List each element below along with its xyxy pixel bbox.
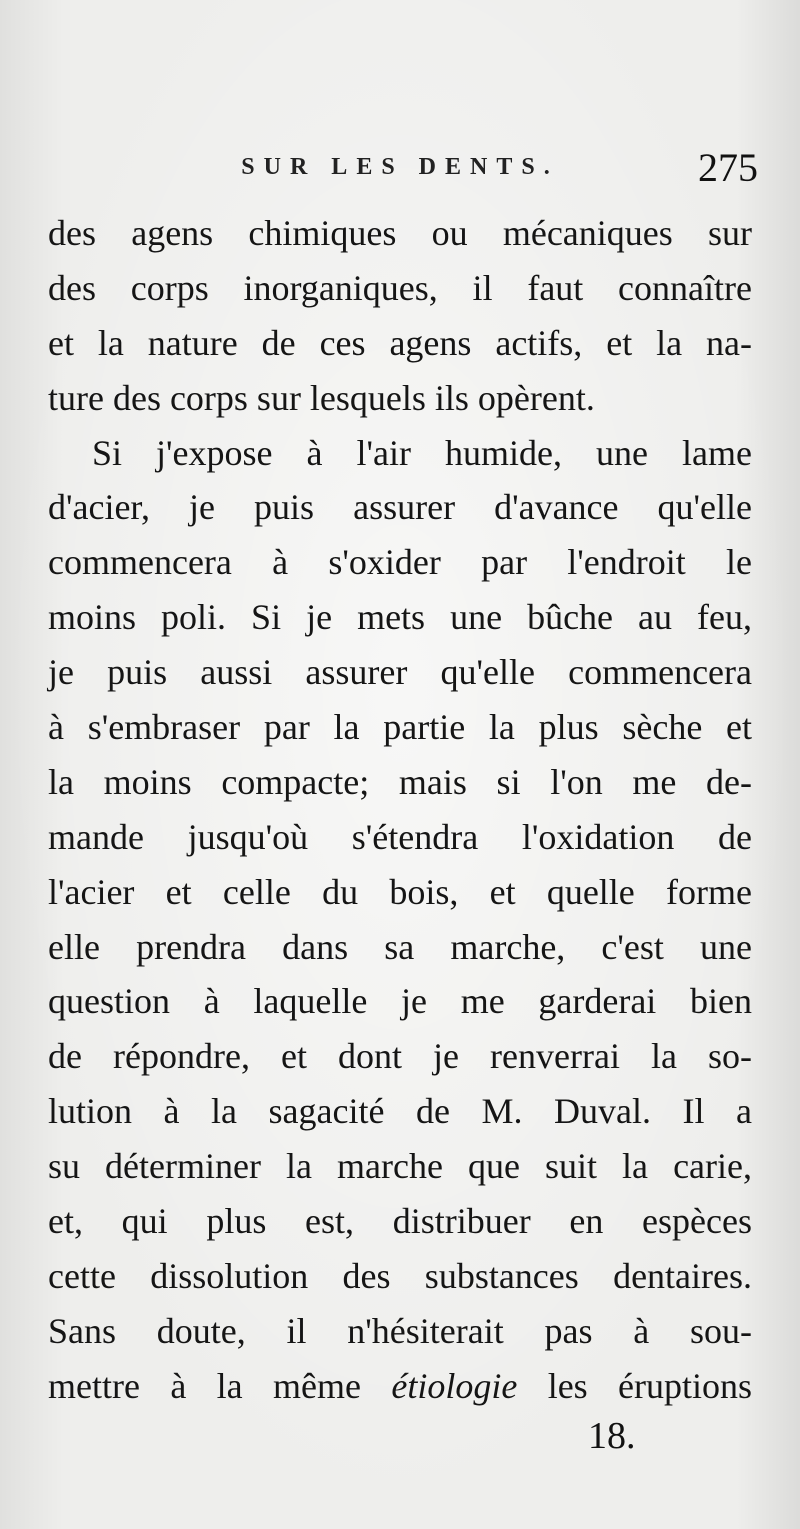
text-line: et la nature de ces agens actifs, et la na- bbox=[48, 322, 752, 363]
text-line: Sans doute, il n'hésiterait pas à sou- bbox=[48, 1310, 752, 1351]
last-line-after: les éruptions bbox=[547, 1365, 753, 1406]
text-line: commencera à s'oxider par l'endroit le bbox=[48, 542, 752, 583]
text-line: l'acier et celle du bois, et quelle forme bbox=[48, 871, 752, 912]
signature-mark: 18. bbox=[588, 1415, 636, 1457]
text-line: elle prendra dans sa marche, c'est une bbox=[48, 926, 752, 967]
text-line: Si j'expose à l'air humide, une lame bbox=[92, 432, 752, 473]
text-line: lution à la sagacité de M. Duval. Il a bbox=[48, 1091, 752, 1132]
text-line: je puis aussi assurer qu'elle commencera bbox=[48, 652, 752, 693]
page-number: 275 bbox=[698, 145, 758, 190]
text-line: moins poli. Si je mets une bûche au feu, bbox=[48, 597, 752, 638]
text-line: la moins compacte; mais si l'on me de- bbox=[48, 761, 752, 802]
text-line: cette dissolution des substances dentaires. bbox=[48, 1255, 752, 1296]
text-line: mande jusqu'où s'étendra l'oxidation de bbox=[48, 816, 752, 857]
text-line: ture des corps sur lesquels ils opèrent. bbox=[48, 377, 595, 418]
body-text bbox=[48, 206, 752, 1414]
page-header bbox=[48, 145, 758, 200]
text-line: question à laquelle je me garderai bien bbox=[48, 981, 752, 1022]
running-title: SUR LES DENTS. bbox=[241, 154, 559, 180]
text-line: d'acier, je puis assurer d'avance qu'elle bbox=[48, 487, 752, 528]
text-line: des agens chimiques ou mécaniques sur bbox=[48, 213, 752, 253]
text-line: à s'embraser par la partie la plus sèche et bbox=[48, 707, 752, 748]
text-line-last bbox=[48, 1359, 752, 1414]
last-line-before: mettre à la même bbox=[48, 1365, 361, 1406]
text-line: de répondre, et dont je renverrai la so- bbox=[48, 1036, 752, 1077]
text-line: des corps inorganiques, il faut connaître bbox=[48, 267, 752, 308]
text-line: et, qui plus est, distribuer en espèces bbox=[48, 1201, 752, 1242]
italic-term: étiologie bbox=[391, 1365, 518, 1406]
text-line: su déterminer la marche que suit la carie, bbox=[48, 1146, 752, 1187]
